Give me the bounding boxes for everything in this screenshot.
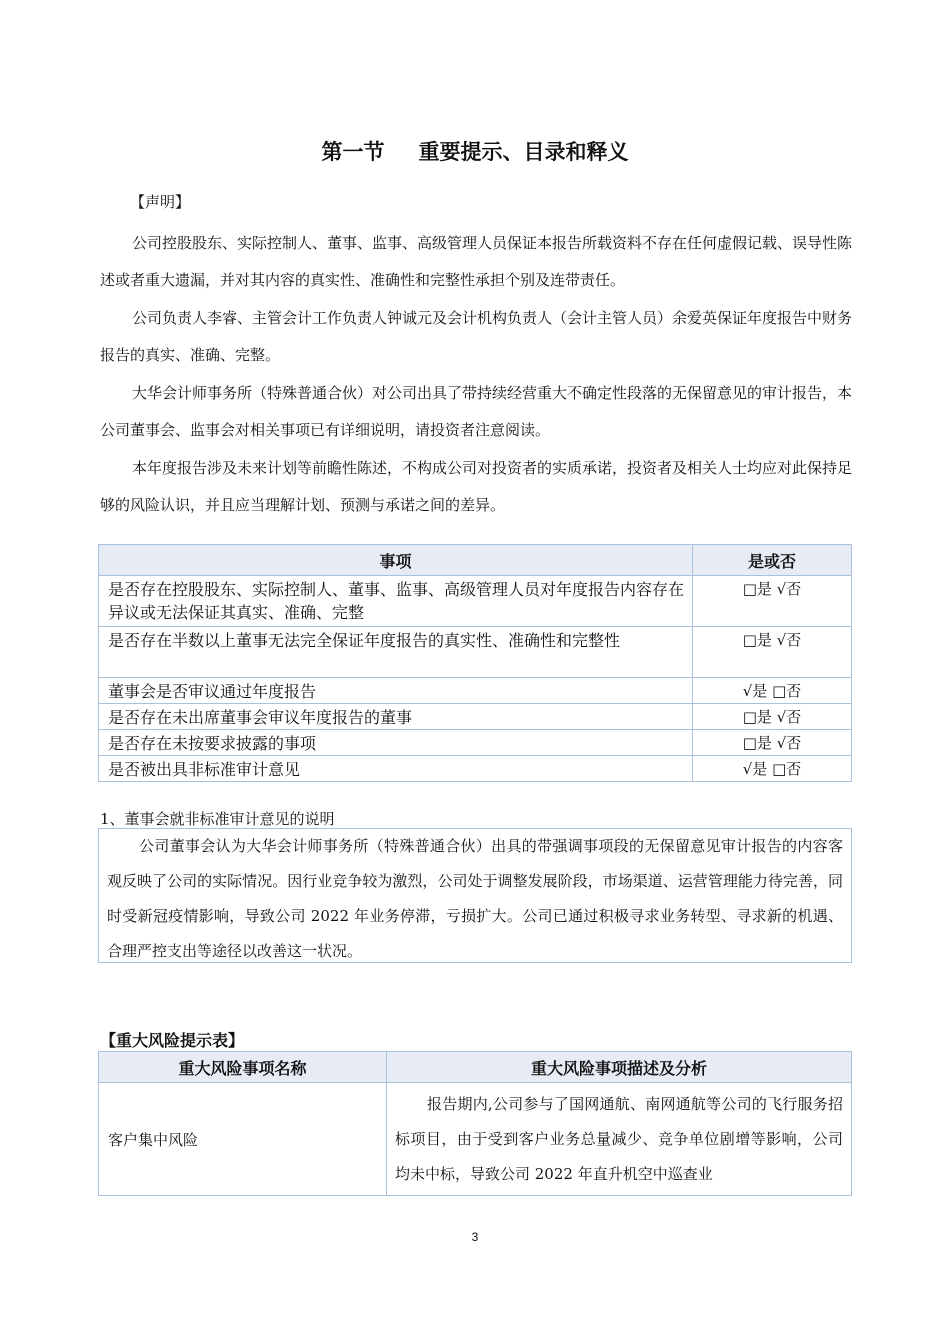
risk-name: 客户集中风险 (99, 1083, 387, 1196)
statement-label: 【声明】 (130, 193, 191, 211)
table-cell-question: 董事会是否审议通过年度报告 (99, 678, 693, 704)
section-number: 第一节 (321, 140, 385, 164)
table-cell-answer: □是 √否 (693, 627, 852, 678)
table-cell-question: 是否存在控股股东、实际控制人、董事、监事、高级管理人员对年度报告内容存在异议或无法保证其真实、准确、完整 (99, 576, 693, 627)
table-row (99, 678, 852, 704)
table-cell-answer: √是 □否 (693, 756, 852, 782)
table-cell-answer: □是 √否 (693, 730, 852, 756)
table-cell-question: 是否存在半数以上董事无法完全保证年度报告的真实性、准确性和完整性 (99, 627, 693, 678)
table-row (99, 704, 852, 730)
table-row (99, 576, 852, 627)
paragraph-2: 公司负责人李睿、主管会计工作负责人钟诚元及会计机构负责人（会计主管人员）余爱英保证年度报告中财务报告的真实、准确、完整。 (100, 309, 853, 364)
risk-header-desc: 重大风险事项描述及分析 (387, 1052, 852, 1083)
risk-table-heading: 【重大风险提示表】 (100, 1031, 245, 1050)
note-text: 公司董事会认为大华会计师事务所（特殊普通合伙）出具的带强调事项段的无保留意见审计报告的内容客观反映了公司的实际情况。因行业竞争较为激烈，公司处于调整发展阶段，市场渠道、运营管理能力待完善，同时受新冠疫情影响，导致公司 2022 年业务停滞，亏损扩大。公司已通过积极寻求业务转型、寻求新的机遇、合理严控支出等途径以改善这一状况。 (107, 837, 843, 960)
note-box (98, 828, 852, 963)
table-cell-question: 是否存在未出席董事会审议年度报告的董事 (99, 704, 693, 730)
table-cell-question: 是否被出具非标准审计意见 (99, 756, 693, 782)
risk-header-name: 重大风险事项名称 (99, 1052, 387, 1083)
section-title-text: 重要提示、目录和释义 (418, 140, 629, 164)
table-cell-question: 是否存在未按要求披露的事项 (99, 730, 693, 756)
paragraph-1: 公司控股股东、实际控制人、董事、监事、高级管理人员保证本报告所载资料不存在任何虚假记载、误导性陈述或者重大遗漏，并对其内容的真实性、准确性和完整性承担个别及连带责任。 (100, 234, 853, 289)
page-number: 3 (471, 1230, 479, 1244)
table-cell-answer: □是 √否 (693, 704, 852, 730)
table-header-yesno: 是或否 (693, 545, 852, 576)
paragraph-3: 大华会计师事务所（特殊普通合伙）对公司出具了带持续经营重大不确定性段落的无保留意见的审计报告，本公司董事会、监事会对相关事项已有详细说明，请投资者注意阅读。 (100, 384, 853, 439)
table-row (99, 756, 852, 782)
table-row (99, 1083, 852, 1196)
table-cell-answer: √是 □否 (693, 678, 852, 704)
risk-table (98, 1051, 852, 1196)
paragraph-4: 本年度报告涉及未来计划等前瞻性陈述，不构成公司对投资者的实质承诺，投资者及相关人士均应对此保持足够的风险认识，并且应当理解计划、预测与承诺之间的差异。 (100, 459, 853, 514)
note-title: 1、董事会就非标准审计意见的说明 (100, 810, 335, 828)
confirmation-table (98, 544, 852, 782)
section-title (0, 136, 950, 166)
table-row (99, 730, 852, 756)
table-cell-answer: □是 √否 (693, 576, 852, 627)
table-row (99, 627, 852, 678)
risk-description: 报告期内,公司参与了国网通航、南网通航等公司的飞行服务招标项目，由于受到客户业务总量减少、竞争单位剧增等影响，公司均未中标，导致公司 2022 年直升机空中巡查业 (387, 1083, 852, 1196)
table-header-item: 事项 (99, 545, 693, 576)
